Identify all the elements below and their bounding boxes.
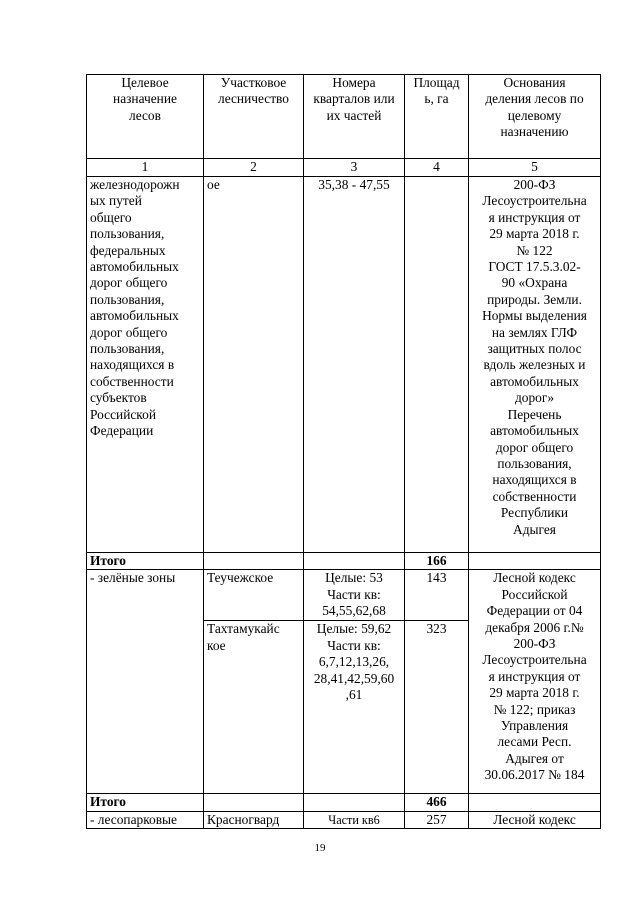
total-row [87, 553, 601, 570]
empty-cell [204, 794, 304, 811]
quarters-cell: 35,38 - 47,55 [304, 177, 405, 553]
col-number: 2 [204, 159, 304, 177]
quarters-cell: Целые: 53 Части кв: 54,55,62,68 [304, 570, 405, 621]
total-value: 466 [405, 794, 469, 811]
column-number-row [87, 159, 601, 177]
col-number: 3 [304, 159, 405, 177]
table-row [87, 570, 601, 621]
table-header-row [87, 75, 601, 159]
forest-purpose-table [86, 74, 601, 829]
header-district: Участковое лесничество [204, 75, 304, 159]
purpose-cell: - лесопарковые [87, 811, 204, 828]
col-number: 5 [469, 159, 601, 177]
empty-cell [304, 794, 405, 811]
empty-cell [304, 553, 405, 570]
empty-cell [469, 553, 601, 570]
basis-cell: Лесной кодекс [469, 811, 601, 828]
page-number: 19 [314, 842, 326, 854]
col-number: 4 [405, 159, 469, 177]
quarters-text: Части кв6 [328, 812, 380, 827]
district-cell: Теучежское [204, 570, 304, 621]
area-cell: 323 [405, 621, 469, 794]
area-cell [405, 177, 469, 553]
district-cell: Красногвард [204, 811, 304, 828]
district-cell: Тахтамукайс кое [204, 621, 304, 794]
empty-cell [469, 794, 601, 811]
quarters-cell [304, 811, 405, 828]
area-cell: 257 [405, 811, 469, 828]
purpose-cell: - зелёные зоны [87, 570, 204, 794]
total-label: Итого [87, 553, 204, 570]
total-value: 166 [405, 553, 469, 570]
header-purpose: Целевое назначение лесов [87, 75, 204, 159]
area-cell: 143 [405, 570, 469, 621]
table-row [87, 177, 601, 553]
table-row [87, 811, 601, 828]
header-area: Площад ь, га [405, 75, 469, 159]
header-basis: Основания деления лесов по целевому назначению [469, 75, 601, 159]
purpose-cell: железнодорожн ых путей общего пользования, федеральных автомобильных дорог общего пользования, автомобильных дорог общего пользования, находящихся в собственности субъектов Российской Федерации [87, 177, 204, 553]
total-label: Итого [87, 794, 204, 811]
empty-cell [204, 553, 304, 570]
total-row [87, 794, 601, 811]
district-cell: ое [204, 177, 304, 553]
basis-cell: Лесной кодекс Российской Федерации от 04 декабря 2006 г.№ 200-ФЗ Лесоустроительна я инструкция от 29 марта 2018 г. № 122; приказ Управления лесами Респ. Адыгея от 30.06.2017 № 184 [469, 570, 601, 794]
basis-cell: 200-ФЗ Лесоустроительна я инструкция от 29 марта 2018 г. № 122 ГОСТ 17.5.3.02- 90 «Охрана природы. Земли. Нормы выделения на землях ГЛФ защитных полос вдоль железных и автомобильных дорог» Перечень автомобильных дорог общего пользования, находящихся в собственности Республики Адыгея [469, 177, 601, 553]
col-number: 1 [87, 159, 204, 177]
header-quarters: Номера кварталов или их частей [304, 75, 405, 159]
quarters-cell: Целые: 59,62 Части кв: 6,7,12,13,26, 28,41,42,59,60 ,61 [304, 621, 405, 794]
